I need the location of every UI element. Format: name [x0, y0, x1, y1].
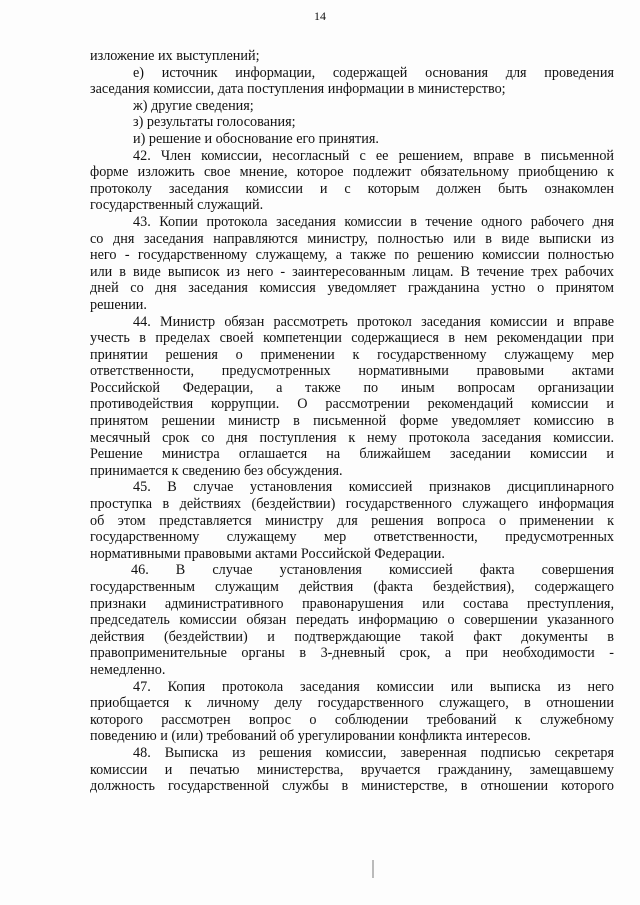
text-line: Решение министра оглашается на ближайшем заседании комиссии и: [90, 446, 614, 463]
text-line: государственным служащим действия (факта бездействия), содержащего: [90, 579, 614, 595]
text-line: принимается к сведению без обсуждения.: [90, 462, 343, 479]
text-line: должность государственной службы в министерстве, в отношении которого: [90, 778, 614, 795]
text-line: проступка в действиях (бездействии) государственного служащего информация: [90, 496, 614, 513]
text-line: дней со дня заседания комиссия уведомляет гражданина устно о принятом: [90, 280, 614, 297]
document-body: [90, 48, 614, 795]
text-line: немедленно.: [90, 661, 166, 678]
text-line: учесть в пределах своей компетенции содержащиеся в нем рекомендации при: [90, 330, 614, 347]
text-line: 43. Копии протокола заседания комиссии в течение одного рабочего дня: [133, 213, 614, 230]
text-line: которого рассмотрен вопрос о соблюдении требований к служебному: [90, 711, 614, 728]
text-line: действия (бездействии) и подтверждающие такой факт документы в: [90, 628, 614, 645]
text-line: 45. В случае установления комиссией признаков дисциплинарного: [133, 479, 614, 496]
text-line: 42. Член комиссии, несогласный с ее решением, вправе в письменной: [133, 147, 614, 164]
text-line: об этом представляется министру для решения вопроса о применении к: [90, 512, 614, 529]
page-number: 14: [314, 9, 326, 23]
text-line: ж) другие сведения;: [133, 97, 254, 114]
text-line: принятии решения о применении к государственному служащему мер: [90, 346, 614, 363]
text-line: 47. Копия протокола заседания комиссии или выписка из него: [133, 678, 614, 695]
text-line: решении.: [90, 296, 147, 313]
text-line: председатель комиссии обязан передать информацию о совершении указанного: [90, 612, 614, 629]
text-line: него - государственному служащему, а также по решению комиссии полностью: [90, 247, 614, 264]
text-line: ответственности, предусмотренных нормативными правовыми актами: [90, 363, 614, 380]
text-line: 46. В случае установления комиссией факта совершения: [131, 562, 614, 579]
text-line: со дня заседания направляются министру, полностью или в виде выписки из: [90, 230, 614, 247]
text-line: нормативными правовыми актами Российской Федерации.: [90, 545, 445, 562]
scan-artifact: [372, 860, 374, 878]
text-line: приобщается к личному делу государственного служащего, в отношении: [90, 695, 614, 712]
text-line: 48. Выписка из решения комиссии, заверенная подписью секретаря: [133, 744, 614, 761]
text-line: заседания комиссии, дата поступления информации в министерство;: [90, 81, 506, 98]
text-line: признаки административного правонарушения или состава преступления,: [90, 595, 614, 612]
text-line: з) результаты голосования;: [133, 114, 296, 131]
text-line: принятом решении министр в письменной форме уведомляет комиссию в: [90, 413, 614, 430]
text-line: или в виде выписок из него - заинтересованным лицам. В течение трех рабочих: [90, 263, 614, 280]
text-line: протоколу заседания комиссии и с которым должен быть ознакомлен: [90, 180, 614, 197]
text-line: государственный служащий.: [90, 197, 264, 214]
text-line: форме изложить свое мнение, которое подлежит обязательному приобщению к: [90, 164, 614, 181]
text-line: месячный срок со дня поступления к нему протокола заседания комиссии.: [90, 429, 614, 446]
text-line: 44. Министр обязан рассмотреть протокол заседания комиссии и вправе: [133, 313, 614, 330]
text-line: поведению и (или) требований об урегулировании конфликта интересов.: [90, 728, 531, 745]
text-line: противодействия коррупции. О рассмотрении рекомендаций комиссии и: [90, 396, 614, 413]
text-line: и) решение и обоснование его принятия.: [133, 130, 379, 147]
text-line: е) источник информации, содержащей основания для проведения: [133, 64, 614, 81]
text-line: государственному служащему мер ответственности, предусмотренных: [90, 529, 614, 546]
text-line: изложение их выступлений;: [90, 48, 260, 64]
text-line: правоприменительные органы в 3-дневный срок, а при необходимости -: [90, 645, 614, 662]
text-line: Российской Федерации, а также по иным вопросам организации: [90, 379, 614, 396]
text-line: комиссии и печатью министерства, вручается гражданину, замещавшему: [90, 761, 614, 778]
